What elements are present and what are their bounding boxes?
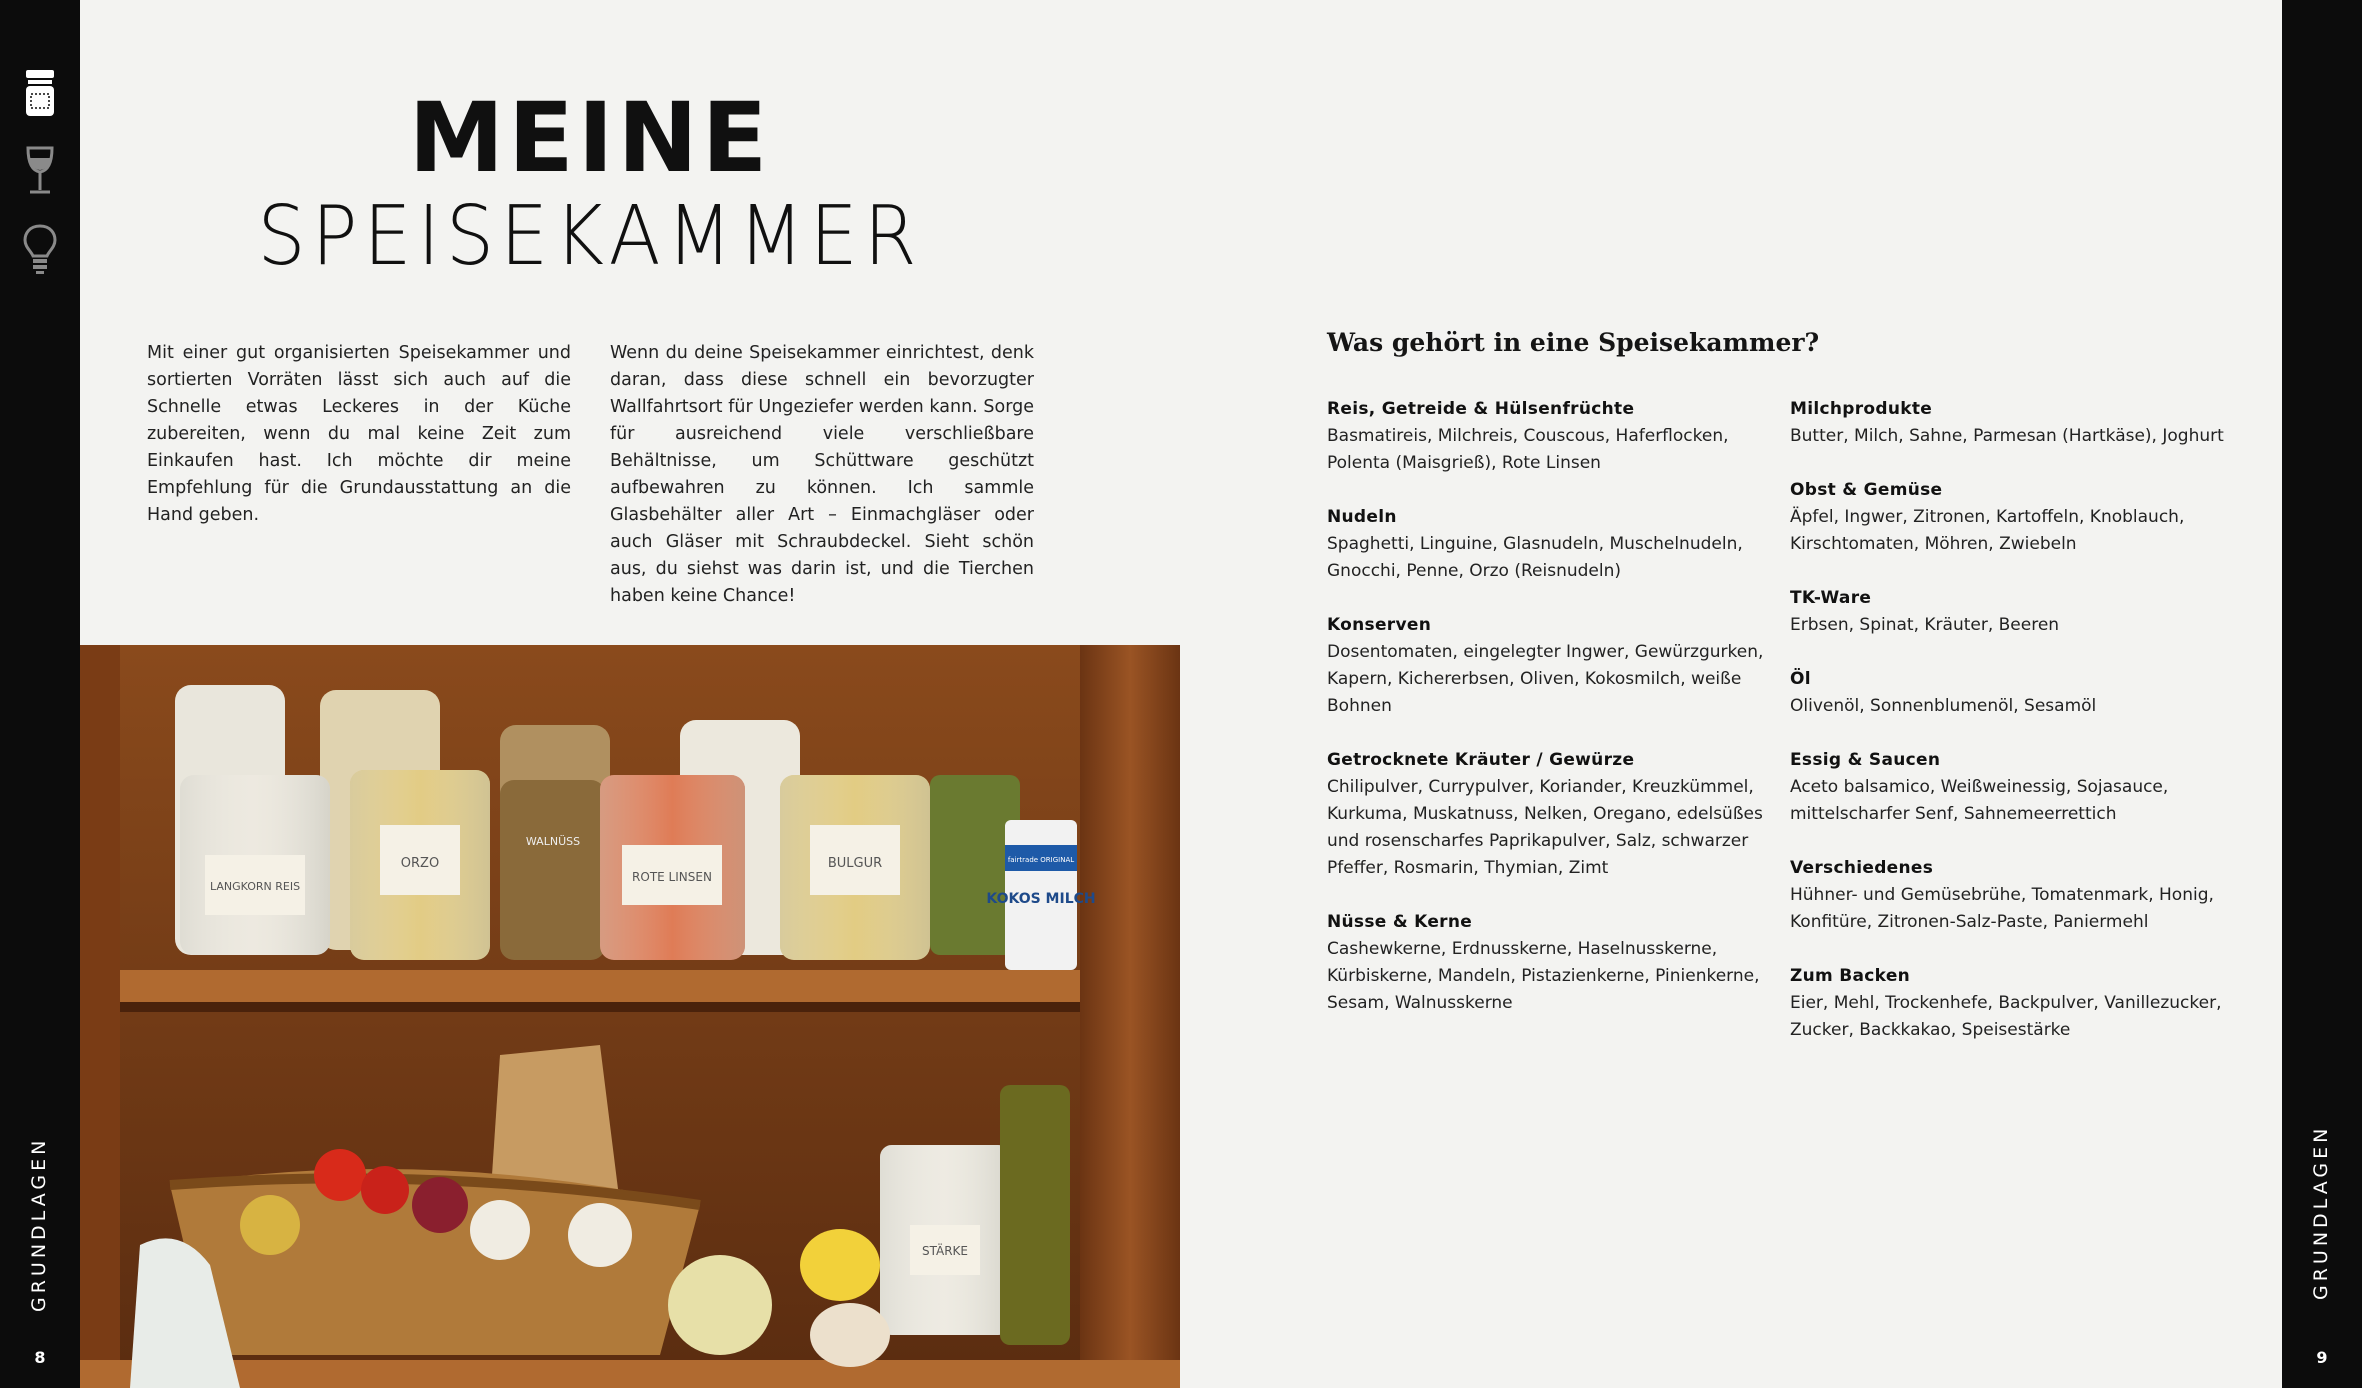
category-item [1327,747,1767,882]
jar-label-langkorn: LANGKORN REIS [209,880,301,893]
pantry-list-title: Was gehört in eine Speisekammer? [1327,328,1820,357]
wine-glass-icon[interactable] [20,140,60,200]
category-item [1790,666,2230,720]
page-title-line1: MEINE [408,82,772,194]
category-name: Zum Backen [1790,966,1911,986]
category-name: Milchprodukte [1790,399,1933,419]
category-item [1790,855,2230,936]
jar-label-starke: STÄRKE [921,1244,969,1258]
page-number-right: 9 [2316,1348,2328,1367]
section-label-right: GRUNDLAGEN [2310,1124,2332,1300]
right-sidebar [2282,0,2362,1388]
can-brand-label: fairtrade ORIGINAL [1007,856,1075,864]
jar-label-walnuss: WALNÜSS [525,835,581,848]
category-items: Basmatireis, Milchreis, Couscous, Haferflocken, Polenta (Maisgrieß), Rote Linsen [1327,426,1729,473]
category-item [1327,396,1767,477]
category-column-right [1790,396,2230,1071]
category-name: Getrocknete Kräuter / Gewürze [1327,750,1635,770]
light-bulb-icon[interactable] [20,220,60,280]
category-name: Nudeln [1327,507,1397,527]
category-item [1327,504,1767,585]
category-item [1790,963,2230,1044]
category-items: Eier, Mehl, Trockenhefe, Backpulver, Vanillezucker, Zucker, Backkakao, Speisestärke [1790,993,2222,1040]
pantry-photo [80,645,1180,1388]
page-title-line2: SPEISEKAMMER [257,187,923,284]
category-item [1790,585,2230,639]
category-name: Öl [1790,669,1811,689]
jar-label-bulgur: BULGUR [827,856,883,871]
category-name: Reis, Getreide & Hülsenfrüchte [1327,399,1635,419]
category-name: Obst & Gemüse [1790,480,1943,500]
category-items: Chilipulver, Currypulver, Koriander, Kreuzkümmel, Kurkuma, Muskatnuss, Nelken, Oregano, edelsüßes und rosenscharfes Paprikapulver, Salz, schwarzer Pfeffer, Rosmarin, Thymian, Zimt [1327,777,1763,878]
category-item [1327,909,1767,1017]
category-name: Verschiedenes [1790,858,1934,878]
category-items: Äpfel, Ingwer, Zitronen, Kartoffeln, Knoblauch, Kirschtomaten, Möhren, Zwiebeln [1790,507,2185,554]
category-item [1790,477,2230,558]
jar-label-linsen: ROTE LINSEN [632,870,712,884]
category-name: TK-Ware [1790,588,1872,608]
category-name: Essig & Saucen [1790,750,1941,770]
category-column-left [1327,396,1767,1044]
category-items: Erbsen, Spinat, Kräuter, Beeren [1790,615,2060,635]
category-items: Olivenöl, Sonnenblumenöl, Sesamöl [1790,696,2097,716]
left-sidebar [0,0,80,1388]
category-item [1790,396,2230,450]
category-items: Dosentomaten, eingelegter Ingwer, Gewürzgurken, Kapern, Kichererbsen, Oliven, Kokosmilch, weiße Bohnen [1327,642,1764,716]
category-items: Hühner- und Gemüsebrühe, Tomatenmark, Honig, Konfitüre, Zitronen-Salz-Paste, Paniermehl [1790,885,2214,932]
jar-label-orzo: ORZO [400,856,440,871]
intro-paragraph-2: Wenn du deine Speisekammer einrichtest, denk daran, dass diese schnell ein bevorzugter Wallfahrtsort für Ungeziefer werden kann. Sorge für ausreichend viele verschließbare Behältnisse, um Schüttware geschützt aufbewahren zu können. Ich sammle Glasbehälter aller Art – Einmachgläser oder auch Gläser mit Schraubdeckel. Sieht schön aus, du siehst was darin ist, und die Tierchen haben keine Chance! [610,343,1034,606]
jar-icon[interactable] [20,64,60,124]
category-items: Spaghetti, Linguine, Glasnudeln, Muschelnudeln, Gnocchi, Penne, Orzo (Reisnudeln) [1327,534,1743,581]
category-name: Konserven [1327,615,1432,635]
intro-paragraph-1: Mit einer gut organisierten Speisekammer und sortierten Vorräten lässt sich auch auf die Schnelle etwas Leckeres in der Küche zubereiten, wenn du mal keine Zeit zum Einkaufen hast. Ich möchte dir meine Empfehlung für die Grundausstattung an die Hand geben. [147,343,571,525]
can-label-kokos: KOKOS MILCH [986,891,1096,907]
category-name: Nüsse & Kerne [1327,912,1473,932]
category-items: Butter, Milch, Sahne, Parmesan (Hartkäse), Joghurt [1790,426,2224,446]
page-number-left: 8 [34,1348,46,1367]
category-items: Aceto balsamico, Weißweinessig, Sojasauce, mittelscharfer Senf, Sahnemeerrettich [1790,777,2169,824]
category-item [1790,747,2230,828]
category-items: Cashewkerne, Erdnusskerne, Haselnusskerne, Kürbiskerne, Mandeln, Pistazienkerne, Pinienkerne, Sesam, Walnusskerne [1327,939,1760,1013]
category-item [1327,612,1767,720]
section-label: GRUNDLAGEN [28,1136,50,1312]
